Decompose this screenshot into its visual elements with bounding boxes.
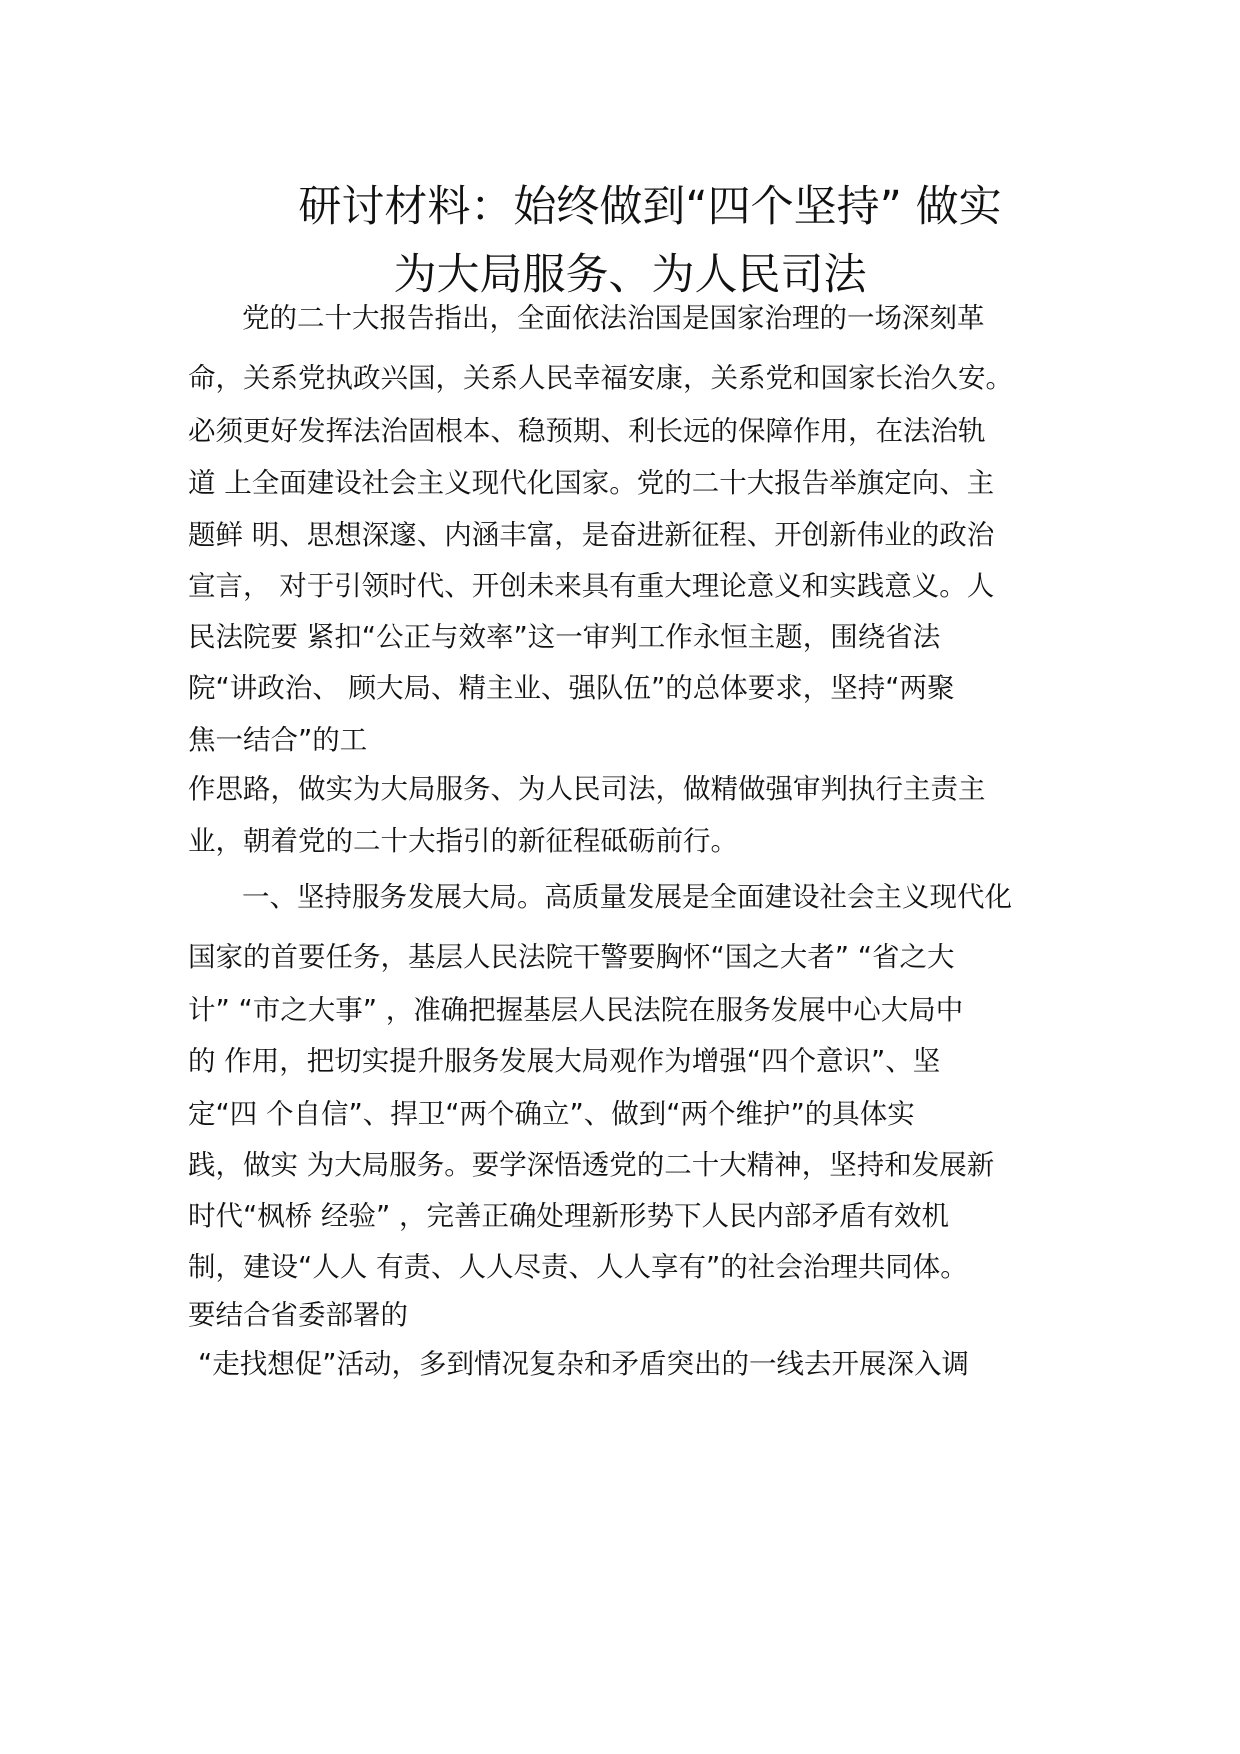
section-1-line-4: 的 作用，把切实提升服务发展大局观作为增强“四个意识”、坚 (188, 1045, 941, 1077)
section-1-line-8: 制，建设“人人 有责、人人尽责、人人享有”的社会治理共同体。 (188, 1251, 968, 1283)
section-1-line-1: 一、坚持服务发展大局。高质量发展是全面建设社会主义现代化 (242, 881, 1012, 913)
body-line-3: 必须更好发挥法治固根本、稳预期、利长远的保障作用，在法治轨 (188, 415, 986, 447)
section-1-line-10: “走找想促”活动，多到情况复杂和矛盾突出的一线去开展深入调 (198, 1348, 969, 1380)
body-line-4: 道 上全面建设社会主义现代化国家。党的二十大报告举旗定向、主 (188, 467, 995, 499)
document-title-line-1: 研讨材料：始终做到“四个坚持” 做实 (298, 182, 1002, 232)
body-line-11: 业，朝着党的二十大指引的新征程砥砺前行。 (188, 825, 738, 857)
body-line-9: 焦一结合”的工 (188, 724, 368, 756)
body-line-7: 民法院要 紧扣“公正与效率”这一审判工作永恒主题，围绕省法 (188, 621, 941, 653)
section-1-line-2: 国家的首要任务，基层人民法院干警要胸怀“国之大者” “省之大 (188, 941, 955, 973)
body-line-10: 作思路，做实为大局服务、为人民司法，做精做强审判执行主责主 (188, 773, 986, 805)
section-1-line-7: 时代“枫桥 经验” ，完善正确处理新形势下人民内部矛盾有效机 (188, 1200, 949, 1232)
section-1-line-5: 定“四 个自信”、捍卫“两个确立”、做到“两个维护”的具体实 (188, 1098, 915, 1130)
body-line-5: 题鲜 明、思想深邃、内涵丰富，是奋进新征程、开创新伟业的政治 (188, 519, 995, 551)
body-line-2: 命，关系党执政兴国，关系人民幸福安康，关系党和国家长治久安。 (188, 362, 1013, 394)
section-1-line-9: 要结合省委部署的 (188, 1299, 408, 1331)
document-title-line-2: 为大局服务、为人民司法 (393, 250, 867, 300)
body-line-6: 宣言， 对于引领时代、开创未来具有重大理论意义和实践意义。人 (188, 570, 995, 602)
section-1-line-6: 践，做实 为大局服务。要学深悟透党的二十大精神，坚持和发展新 (188, 1149, 995, 1181)
body-line-8: 院“讲政治、 顾大局、精主业、强队伍”的总体要求，坚持“两聚 (188, 672, 955, 704)
section-1-line-3: 计” “市之大事” ，准确把握基层人民法院在服务发展中心大局中 (188, 994, 964, 1026)
body-line-1: 党的二十大报告指出，全面依法治国是国家治理的一场深刻革 (242, 302, 985, 334)
